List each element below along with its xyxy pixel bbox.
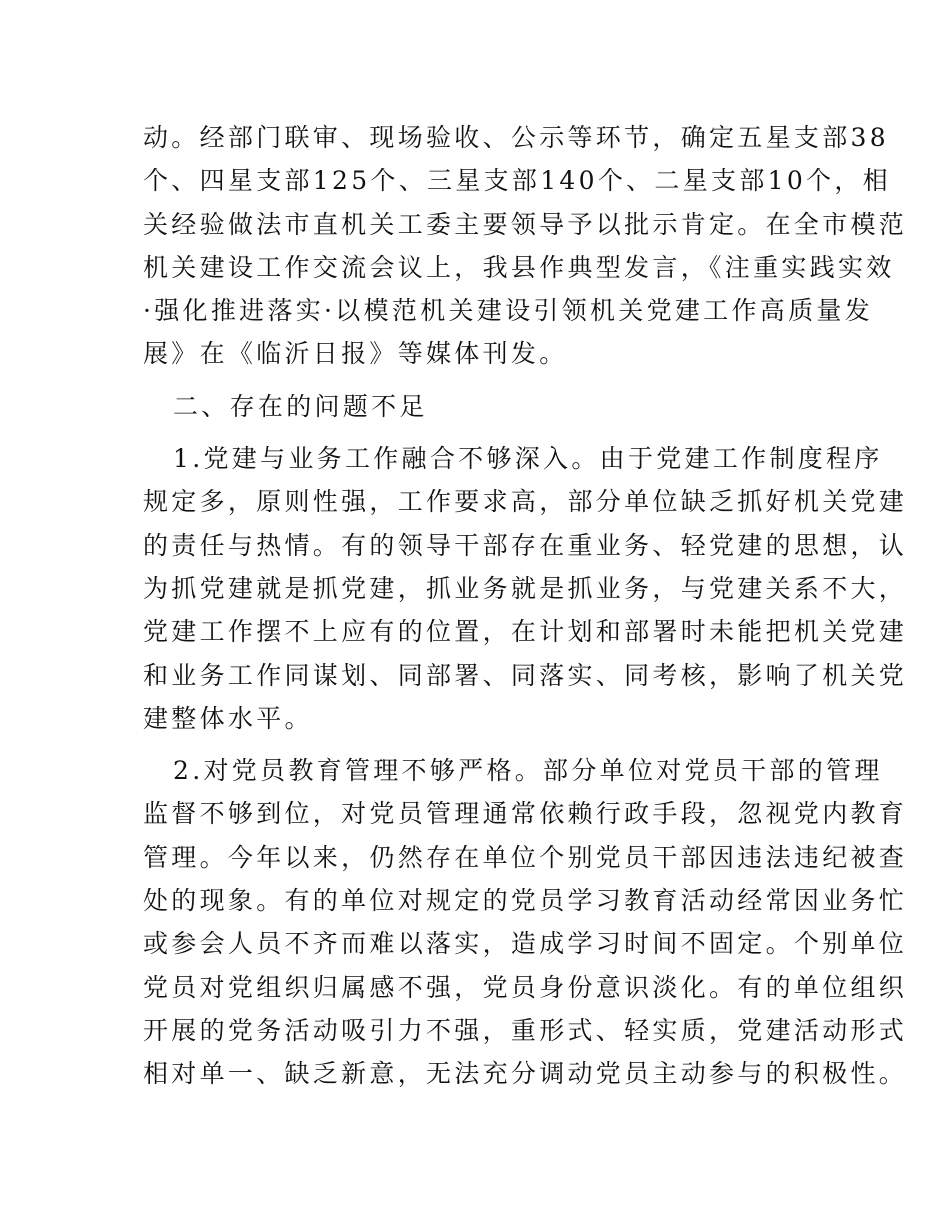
text-line: 个、四星支部125个、三星支部140个、二星支部10个，相: [143, 166, 891, 196]
text-line: 规定多，原则性强，工作要求高，部分单位缺乏抓好机关党建: [143, 487, 908, 517]
text-line: 1.党建与业务工作融合不够深入。由于党建工作制度程序: [173, 444, 883, 474]
text-line: 党建工作摆不上应有的位置，在计划和部署时未能把机关党建: [143, 617, 908, 647]
text-line: 2.对党员教育管理不够严格。部分单位对党员干部的管理: [173, 756, 883, 786]
text-line: 开展的党务活动吸引力不强，重形式、轻实质，党建活动形式: [143, 1015, 908, 1045]
text-line: 党员对党组织归属感不强，党员身份意识淡化。有的单位组织: [143, 972, 908, 1002]
text-line: ·强化推进落实·以模范机关建设引领机关党建工作高质量发: [143, 296, 873, 326]
text-line: 建整体水平。: [143, 703, 313, 733]
text-line: 管理。今年以来，仍然存在单位个别党员干部因违法违纪被查: [143, 842, 908, 872]
text-line: 和业务工作同谋划、同部署、同落实、同考核，影响了机关党: [143, 660, 908, 690]
text-line: 或参会人员不齐而难以落实，造成学习时间不固定。个别单位: [143, 929, 908, 959]
text-line: 监督不够到位，对党员管理通常依赖行政手段，忽视党内教育: [143, 799, 908, 829]
document-body: [143, 116, 908, 1096]
heading-text: 二、存在的问题不足: [173, 391, 428, 421]
text-line: 机关建设工作交流会议上，我县作典型发言，《注重实践实效: [143, 252, 895, 282]
paragraph-issue-2: [143, 749, 908, 1095]
text-line: 动。经部门联审、现场验收、公示等环节，确定五星支部38: [143, 123, 889, 152]
section-heading: [143, 385, 811, 428]
text-line: 为抓党建就是抓党建，抓业务就是抓业务，与党建关系不大，: [143, 573, 908, 603]
text-line: 处的现象。有的单位对规定的党员学习教育活动经常因业务忙: [143, 886, 908, 916]
text-line: 的责任与热情。有的领导干部存在重业务、轻党建的思想，认: [143, 530, 908, 560]
paragraph-results: [143, 116, 908, 376]
text-line: 展》在《临沂日报》等媒体刊发。: [143, 339, 568, 369]
text-line: 关经验做法市直机关工委主要领导予以批示肯定。在全市模范: [143, 209, 908, 239]
paragraph-issue-1: [143, 437, 908, 740]
text-line: 相对单一、缺乏新意，无法充分调动党员主动参与的积极性。: [143, 1059, 908, 1089]
